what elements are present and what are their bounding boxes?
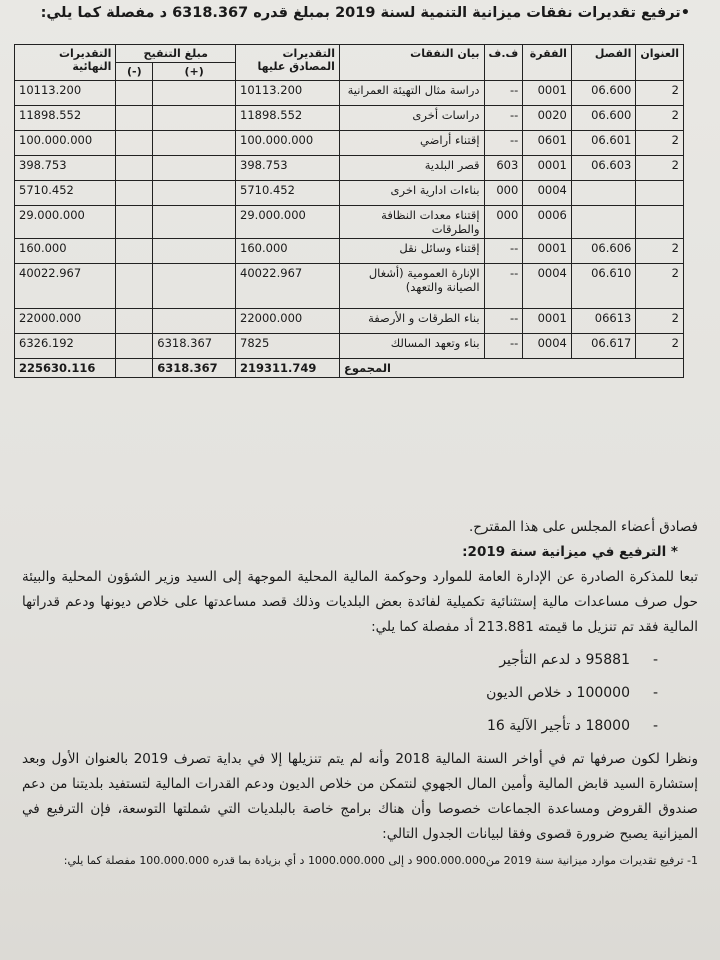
col-plus: (+) xyxy=(153,63,236,81)
cell-desc: قصر البلدية xyxy=(339,156,484,181)
cell-plus: 6318.367 xyxy=(153,334,236,359)
numbered-note: 1- ترفيع تقديرات موارد ميزانية سنة 2019 من900.000.000 د إلى 1000.000.000 د أي بزيادة بما قدره 100.000.000 مفصلة كما يلي: xyxy=(63,854,698,867)
col-subparagraph: ف.ف xyxy=(484,45,523,81)
cell-plus xyxy=(153,309,236,334)
table-row xyxy=(15,206,684,239)
cell-final: 11898.552 xyxy=(15,106,116,131)
table-body xyxy=(15,81,684,378)
cell-minus xyxy=(116,239,153,264)
cell-desc: إقتناء معدات النظافة والطرقات xyxy=(339,206,484,239)
cell-chapter: 06613 xyxy=(571,309,635,334)
cell-sub: 603 xyxy=(484,156,523,181)
table-row xyxy=(15,156,684,181)
cell-desc: إقتناء وسائل نقل xyxy=(339,239,484,264)
cell-paragraph: 0004 xyxy=(523,264,572,309)
list-item: - 95881 د لدعم التأجير xyxy=(22,644,658,677)
table-header-row xyxy=(15,45,684,63)
cell-paragraph: 0004 xyxy=(523,334,572,359)
cell-title xyxy=(636,181,684,206)
cell-chapter: 06.601 xyxy=(571,131,635,156)
cell-paragraph: 0001 xyxy=(523,239,572,264)
table-row xyxy=(15,264,684,309)
paragraph-1: تبعا للمذكرة الصادرة عن الإدارة العامة للموارد وحوكمة المالية المحلية الموجهة إلى السيد وزير الشؤون المحلية والبيئة حول صرف مساعدات مالية إستثنائية تكميلية لفائدة بعض البلديات وذلك قصد مساعدتها على خلاص ديونها ودعم قدراتها المالية فقد تم تنزيل ما قيمته 213.881 أد مفصلة كما يلي: xyxy=(22,569,698,635)
cell-minus xyxy=(116,206,153,239)
table-row xyxy=(15,334,684,359)
col-chapter: الفصل xyxy=(571,45,635,81)
cell-chapter xyxy=(571,206,635,239)
cell-approved: 100.000.000 xyxy=(236,131,340,156)
cell-minus xyxy=(116,106,153,131)
total-label: المجموع xyxy=(339,359,683,378)
table-total-row xyxy=(15,359,684,378)
col-minus: (-) xyxy=(116,63,153,81)
cell-final: 100.000.000 xyxy=(15,131,116,156)
cell-plus xyxy=(153,181,236,206)
total-approved: 219311.749 xyxy=(236,359,340,378)
cell-final: 6326.192 xyxy=(15,334,116,359)
cell-title: 2 xyxy=(636,156,684,181)
list-item: - 100000 د خلاص الديون xyxy=(22,677,658,710)
total-plus: 6318.367 xyxy=(153,359,236,378)
cell-paragraph: 0006 xyxy=(523,206,572,239)
cell-approved: 5710.452 xyxy=(236,181,340,206)
cell-desc: بناء الطرقات و الأرصفة xyxy=(339,309,484,334)
col-approved: التقديرات المصادق عليها xyxy=(236,45,340,81)
cell-final: 398.753 xyxy=(15,156,116,181)
cell-title: 2 xyxy=(636,309,684,334)
cell-approved: 10113.200 xyxy=(236,81,340,106)
cell-final: 22000.000 xyxy=(15,309,116,334)
cell-title xyxy=(636,206,684,239)
cell-paragraph: 0601 xyxy=(523,131,572,156)
cell-final: 29.000.000 xyxy=(15,206,116,239)
cell-chapter xyxy=(571,181,635,206)
cell-approved: 29.000.000 xyxy=(236,206,340,239)
cell-title: 2 xyxy=(636,106,684,131)
cell-desc: دراسات أخرى xyxy=(339,106,484,131)
cell-approved: 40022.967 xyxy=(236,264,340,309)
cell-paragraph: 0004 xyxy=(523,181,572,206)
cell-chapter: 06.606 xyxy=(571,239,635,264)
cell-title: 2 xyxy=(636,264,684,309)
cell-paragraph: 0020 xyxy=(523,106,572,131)
cell-chapter: 06.617 xyxy=(571,334,635,359)
cell-sub: 000 xyxy=(484,206,523,239)
cell-chapter: 06.610 xyxy=(571,264,635,309)
col-title: العنوان xyxy=(636,45,684,81)
table-row xyxy=(15,106,684,131)
budget-table xyxy=(14,44,684,378)
cell-sub: 000 xyxy=(484,181,523,206)
cell-plus xyxy=(153,106,236,131)
col-final: التقديرات النهائية xyxy=(15,45,116,81)
cell-approved: 22000.000 xyxy=(236,309,340,334)
heading-text: •ترفيع تقديرات نفقات ميزانية التنمية لسنة 2019 بمبلغ قدره 6318.367 د مفصلة كما يلي: xyxy=(40,5,690,21)
cell-final: 10113.200 xyxy=(15,81,116,106)
cell-sub: -- xyxy=(484,131,523,156)
cell-minus xyxy=(116,81,153,106)
table-row xyxy=(15,239,684,264)
col-revision: مبلغ التنقيح xyxy=(116,45,236,63)
cell-sub: -- xyxy=(484,239,523,264)
cell-sub: -- xyxy=(484,334,523,359)
cell-plus xyxy=(153,206,236,239)
cell-minus xyxy=(116,309,153,334)
cell-plus xyxy=(153,239,236,264)
table-row xyxy=(15,81,684,106)
col-paragraph: الفقرة xyxy=(523,45,572,81)
cell-paragraph: 0001 xyxy=(523,309,572,334)
cell-sub: -- xyxy=(484,309,523,334)
cell-final: 160.000 xyxy=(15,239,116,264)
cell-title: 2 xyxy=(636,81,684,106)
total-final: 225630.116 xyxy=(15,359,116,378)
cell-title: 2 xyxy=(636,334,684,359)
cell-plus xyxy=(153,264,236,309)
amount-list xyxy=(22,644,698,743)
cell-sub: -- xyxy=(484,106,523,131)
total-minus xyxy=(116,359,153,378)
cell-minus xyxy=(116,334,153,359)
cell-sub: -- xyxy=(484,81,523,106)
cell-title: 2 xyxy=(636,131,684,156)
cell-final: 5710.452 xyxy=(15,181,116,206)
table-row xyxy=(15,309,684,334)
cell-minus xyxy=(116,181,153,206)
cell-approved: 160.000 xyxy=(236,239,340,264)
vote-sentence: فصادق أعضاء المجلس على هذا المقترح. xyxy=(468,519,698,535)
cell-paragraph: 0001 xyxy=(523,156,572,181)
cell-minus xyxy=(116,156,153,181)
paragraph-2: ونظرا لكون صرفها تم في أواخر السنة المالية 2018 وأنه لم يتم تنزيلها إلا في بداية تصرف 2019 بالعنوان الأول وبعد إستشارة السيد قابض المالية وأمين المال الجهوي لنتمكن من خلاص الديون ودعم القدرات المالية لتستفيد بلديتنا من دعم صندوق القروض ومساعدة الجماعات خصوصا وأن هناك برامج خاصة بالبلديات التي شملتها التوسعة، فإن الترفيع في الميزانية يصبح ضرورة قصوى وفقا لبيانات الجدول التالي: xyxy=(22,751,698,842)
table-row xyxy=(15,181,684,206)
cell-minus xyxy=(116,264,153,309)
cell-approved: 398.753 xyxy=(236,156,340,181)
list-item: - 18000 د تأجير الآلية 16 xyxy=(22,710,658,743)
cell-desc: بناء وتعهد المسالك xyxy=(339,334,484,359)
cell-chapter: 06.603 xyxy=(571,156,635,181)
body-text xyxy=(22,515,698,869)
cell-title: 2 xyxy=(636,239,684,264)
cell-desc: الإنارة العمومية (أشغال الصيانة والتعهد) xyxy=(339,264,484,309)
col-description: بيان النفقات xyxy=(339,45,484,81)
cell-minus xyxy=(116,131,153,156)
cell-paragraph: 0001 xyxy=(523,81,572,106)
cell-desc: دراسة مثال التهيئة العمرانية xyxy=(339,81,484,106)
cell-chapter: 06.600 xyxy=(571,106,635,131)
cell-sub: -- xyxy=(484,264,523,309)
cell-approved: 11898.552 xyxy=(236,106,340,131)
cell-desc: بناءات ادارية اخرى xyxy=(339,181,484,206)
table-row xyxy=(15,131,684,156)
cell-chapter: 06.600 xyxy=(571,81,635,106)
cell-approved: 7825 xyxy=(236,334,340,359)
cell-plus xyxy=(153,156,236,181)
cell-plus xyxy=(153,81,236,106)
section-title: * الترفيع في ميزانية سنة 2019: xyxy=(462,544,678,560)
cell-plus xyxy=(153,131,236,156)
cell-final: 40022.967 xyxy=(15,264,116,309)
section-heading xyxy=(20,2,690,24)
cell-desc: إقتناء أراضي xyxy=(339,131,484,156)
